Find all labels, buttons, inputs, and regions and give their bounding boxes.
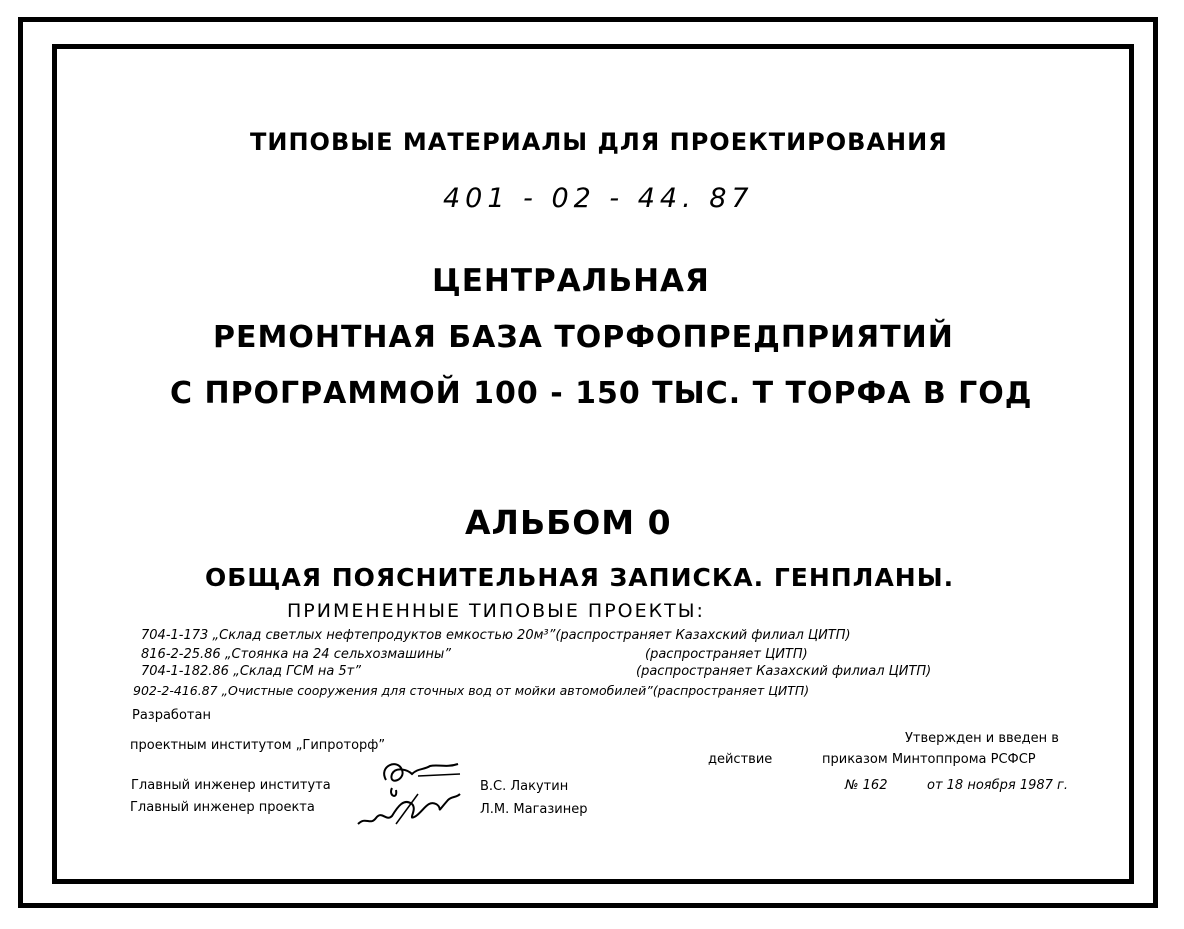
chief-engineer-label: Главный инженер института xyxy=(131,778,331,793)
project-engineer-signature xyxy=(356,786,466,836)
reference-line-4: 902-2-416.87 „Очистные сооружения для сточных вод от мойки автомобилей”(распространяет ЦИТП) xyxy=(133,683,810,698)
reference-line-2: 816-2-25.86 „Стоянка на 24 сельхозмашины” xyxy=(141,647,451,662)
developer-institute: проектным институтом „Гипроторф” xyxy=(130,738,386,753)
reference-line-3: 704-1-182.86 „Склад ГСМ на 5т” xyxy=(141,664,361,679)
chief-engineer-name: В.С. Лакутин xyxy=(480,779,569,794)
album-subtitle: ОБЩАЯ ПОЯСНИТЕЛЬНАЯ ЗАПИСКА. ГЕНПЛАНЫ. xyxy=(205,563,955,592)
album-title: АЛЬБОМ 0 xyxy=(465,503,672,542)
approval-action: действие xyxy=(708,752,773,767)
series-title: ТИПОВЫЕ МАТЕРИАЛЫ ДЛЯ ПРОЕКТИРОВАНИЯ xyxy=(250,128,948,156)
approval-number: № 162 xyxy=(845,778,888,793)
reference-note-3: (распространяет Казахский филиал ЦИТП) xyxy=(636,664,932,679)
title-line-3: С ПРОГРАММОЙ 100 - 150 ТЫС. Т ТОРФА В ГОД xyxy=(170,376,1033,411)
developer-label: Разработан xyxy=(132,708,211,723)
approval-line-1: Утвержден и введен в xyxy=(905,731,1059,746)
approval-order: приказом Минтоппрома РСФСР xyxy=(822,752,1036,767)
title-line-1: ЦЕНТРАЛЬНАЯ xyxy=(432,263,710,299)
project-engineer-name: Л.М. Магазинер xyxy=(480,802,588,817)
title-line-2: РЕМОНТНАЯ БАЗА ТОРФОПРЕДПРИЯТИЙ xyxy=(213,320,954,355)
approval-date: от 18 ноября 1987 г. xyxy=(927,778,1069,793)
reference-line-1: 704-1-173 „Склад светлых нефтепродуктов емкостью 20м³”(распространяет Казахский филиал ЦИТП) xyxy=(141,628,851,643)
project-engineer-label: Главный инженер проекта xyxy=(130,800,315,815)
applied-projects-heading: ПРИМЕНЕННЫЕ ТИПОВЫЕ ПРОЕКТЫ: xyxy=(287,600,705,622)
reference-note-2: (распространяет ЦИТП) xyxy=(645,647,808,662)
document-code: 401 - 02 - 44. 87 xyxy=(443,183,754,214)
